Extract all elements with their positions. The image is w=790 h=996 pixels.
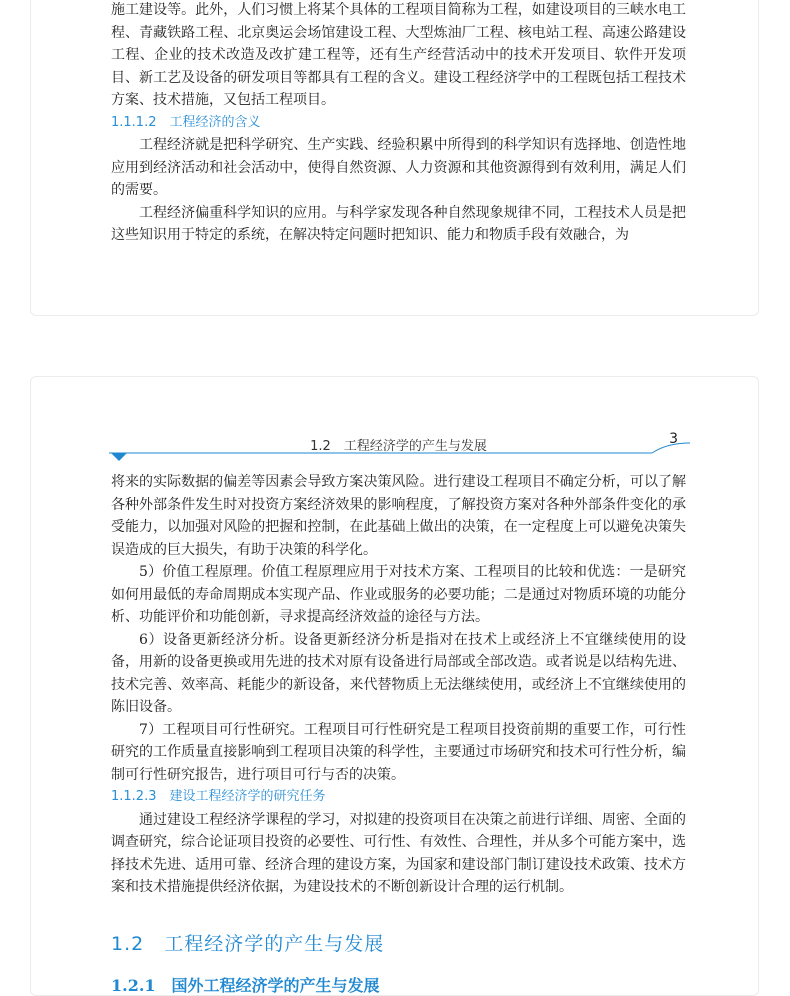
header-title: 1.2 工程经济学的产生与发展 [111, 435, 686, 454]
paragraph-equipment-renewal: 6）设备更新经济分析。设备更新经济分析是指对在技术上或经济上不宜继续使用的设备，用新的设备更换或用先进的技术对原有设备进行局部或全部改造。或者说是以结构先进、技术完善、效率高、耗能少的新设备，来代替物质上无法继续使用，或经济上不宜继续使用的陈旧设备。 [111, 629, 686, 719]
paragraph: 工程经济偏重科学知识的应用。与科学家发现各种自然现象规律不同，工程技术人员是把这些知识用于特定的系统，在解决特定问题时把知识、能力和物质手段有效融合，为 [111, 202, 686, 247]
paragraph: 工程经济就是把科学研究、生产实践、经验积累中所得到的科学知识有选择地、创造性地应用到经济活动和社会活动中，使得自然资源、人力资源和其他资源得到有效利用，满足人们的需要。 [111, 134, 686, 202]
paragraph: 将来的实际数据的偏差等因素会导致方案决策风险。进行建设工程项目不确定分析，可以了解各种外部条件发生时对投资方案经济效果的影响程度，了解投资方案对各种外部条件变化的承受能力，以加强对风险的把握和控制，在此基础上做出的决策，在一定程度上可以避免决策失误造成的巨大损失，有助于决策的科学化。 [111, 471, 686, 561]
page-bottom-content [111, 471, 686, 996]
page-top-content [111, 0, 686, 247]
reader-page-top [30, 0, 759, 316]
section-heading-1-2: 1.2 工程经济学的产生与发展 [111, 929, 686, 959]
running-header [111, 429, 686, 459]
page-number: 3 [669, 431, 678, 447]
paragraph: 通过建设工程经济学课程的学习，对拟建的投资项目在决策之前进行详细、周密、全面的调查研究，综合论证项目投资的必要性、可行性、有效性、合理性，并从多个可能方案中，选择技术先进、适用可靠、经济合理的建设方案，为国家和建设部门制订建设技术政策、技术方案和技术措施提供经济依据，为建设技术的不断创新设计合理的运行机制。 [111, 809, 686, 899]
subsection-title-1-1-2-3: 1.1.2.3 建设工程经济学的研究任务 [111, 786, 686, 809]
paragraph: 施工建设等。此外，人们习惯上将某个具体的工程项目简称为工程，如建设项目的三峡水电工程、青藏铁路工程、北京奥运会场馆建设工程、大型炼油厂工程、核电站工程、高速公路建设工程、企业的技术改造及改扩建工程等，还有生产经营活动中的技术开发项目、软件开发项目、新工艺及设备的研发项目等都具有工程的含义。建设工程经济学中的工程既包括工程技术方案、技术措施，又包括工程项目。 [111, 0, 686, 112]
reader-page-bottom [30, 376, 759, 996]
paragraph-feasibility-study: 7）工程项目可行性研究。工程项目可行性研究是工程项目投资前期的重要工作，可行性研究的工作质量直接影响到工程项目决策的科学性，主要通过市场研究和技术可行性分析，编制可行性研究报告，进行项目可行与否的决策。 [111, 719, 686, 787]
subheading-1-2-1: 1.2.1 国外工程经济学的产生与发展 [111, 973, 686, 996]
section-title-1-1-1-2: 1.1.1.2 工程经济的含义 [111, 112, 686, 135]
paragraph-value-engineering: 5）价值工程原理。价值工程原理应用于对技术方案、工程项目的比较和优选：一是研究如何用最低的寿命周期成本实现产品、作业或服务的必要功能；二是通过对物质环境的功能分析、功能评价和功能创新，寻求提高经济效益的途径与方法。 [111, 561, 686, 629]
